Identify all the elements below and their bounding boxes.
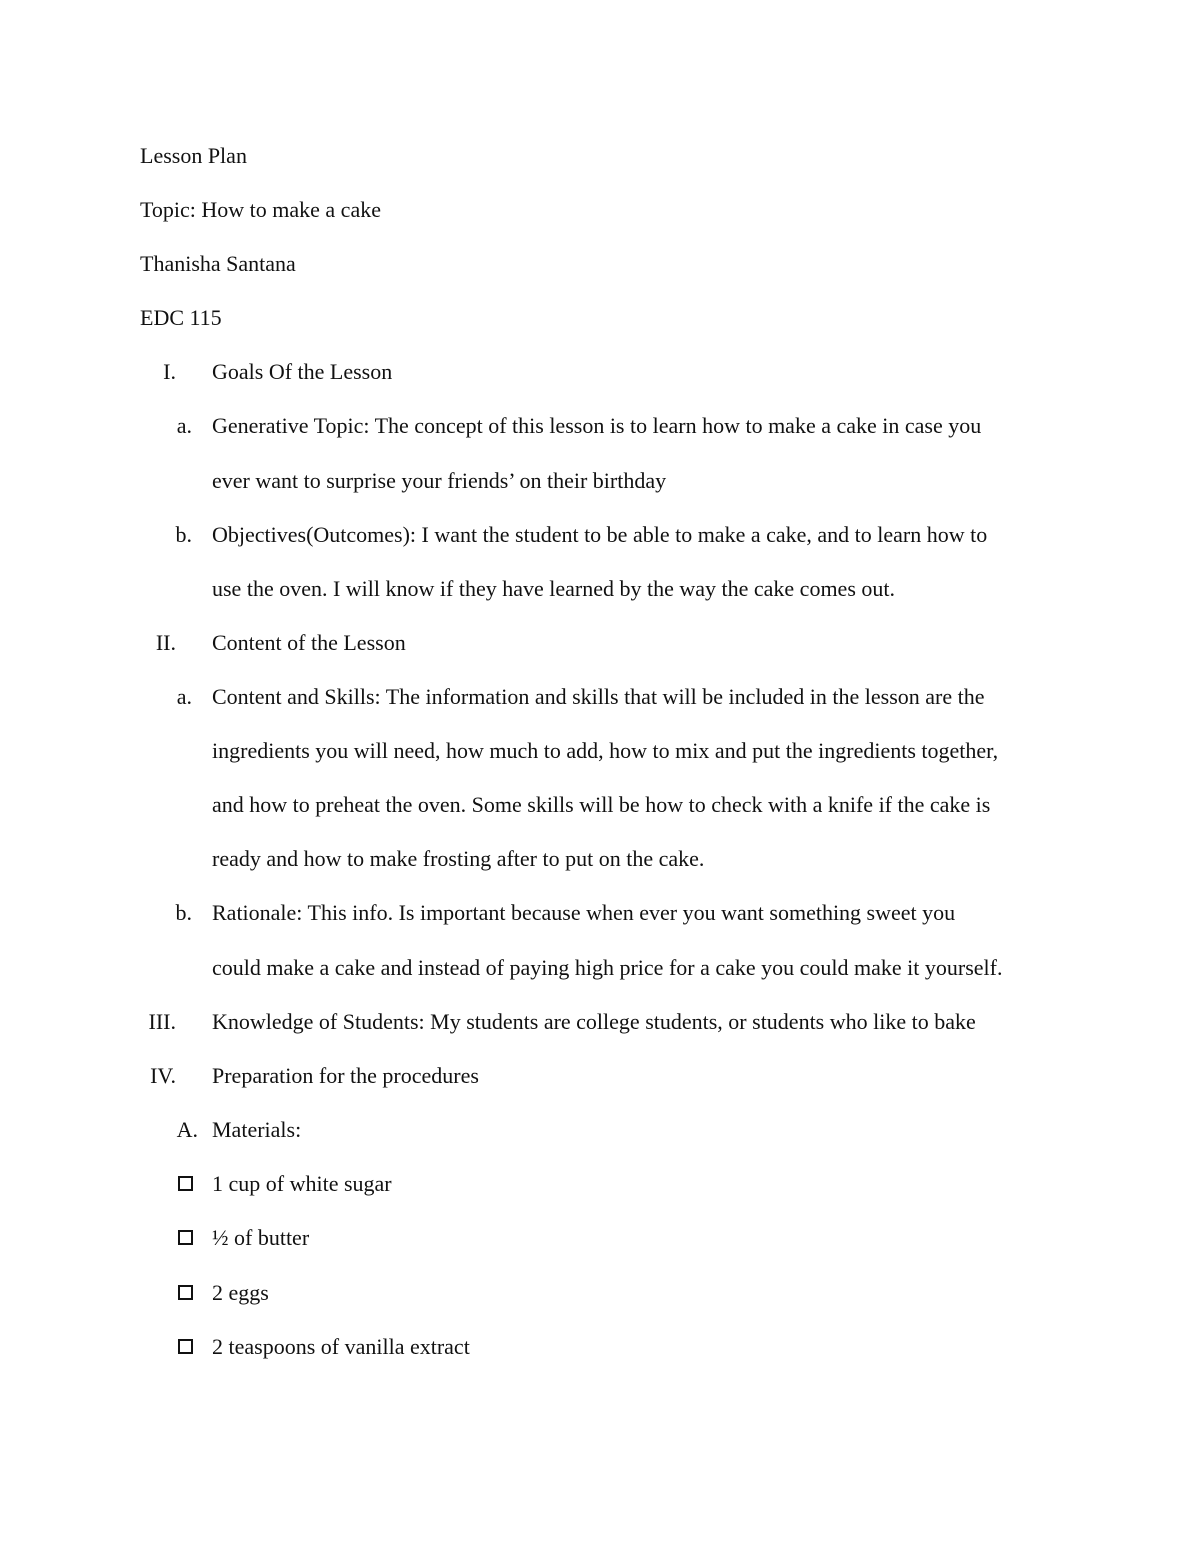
checkbox-icon <box>178 1176 193 1191</box>
objectives-line-2: use the oven. I will know if they have learned by the way the cake comes out. <box>212 576 895 601</box>
author-name: Thanisha Santana <box>140 251 296 276</box>
topic-line: Topic: How to make a cake <box>140 197 381 222</box>
generative-topic-line-2: ever want to surprise your friends’ on their birthday <box>212 468 667 493</box>
rationale-line-1: Rationale: This info. Is important because when ever you want something sweet you <box>212 900 956 925</box>
rationale-line-2: could make a cake and instead of paying high price for a cake you could make it yourself. <box>212 955 1003 980</box>
objectives-line-1: Objectives(Outcomes): I want the student to be able to make a cake, and to learn how to <box>212 522 988 547</box>
section-4-A-marker: A. <box>176 1117 198 1142</box>
section-1-heading: Goals Of the Lesson <box>212 359 393 384</box>
section-2-b-marker: b. <box>175 900 192 925</box>
section-1-b-marker: b. <box>175 522 192 547</box>
content-skills-line-4: ready and how to make frosting after to put on the cake. <box>212 846 705 871</box>
material-item: 2 eggs <box>212 1280 269 1305</box>
checkbox-icon <box>178 1285 193 1300</box>
content-skills-line-1: Content and Skills: The information and skills that will be included in the lesson are the <box>212 684 985 709</box>
course-code: EDC 115 <box>140 305 222 330</box>
content-skills-line-3: and how to preheat the oven. Some skills will be how to check with a knife if the cake is <box>212 792 991 817</box>
section-1-a-marker: a. <box>176 413 192 438</box>
material-item: 2 teaspoons of vanilla extract <box>212 1334 470 1359</box>
checkbox-icon <box>178 1339 193 1354</box>
section-2-a-marker: a. <box>176 684 192 709</box>
material-item: ½ of butter <box>212 1225 310 1250</box>
section-4-numeral: IV. <box>150 1063 176 1088</box>
section-3-numeral: III. <box>148 1009 176 1034</box>
material-item: 1 cup of white sugar <box>212 1171 392 1196</box>
knowledge-of-students: Knowledge of Students: My students are college students, or students who like to bake <box>212 1009 976 1034</box>
section-4-heading: Preparation for the procedures <box>212 1063 479 1088</box>
materials-label: Materials: <box>212 1117 302 1142</box>
section-2-heading: Content of the Lesson <box>212 630 406 655</box>
document-title: Lesson Plan <box>140 143 247 168</box>
section-2-numeral: II. <box>155 630 176 655</box>
section-1-numeral: I. <box>163 359 176 384</box>
checkbox-icon <box>178 1230 193 1245</box>
generative-topic-line-1: Generative Topic: The concept of this lesson is to learn how to make a cake in case you <box>212 413 982 438</box>
content-skills-line-2: ingredients you will need, how much to add, how to mix and put the ingredients together, <box>212 738 999 763</box>
